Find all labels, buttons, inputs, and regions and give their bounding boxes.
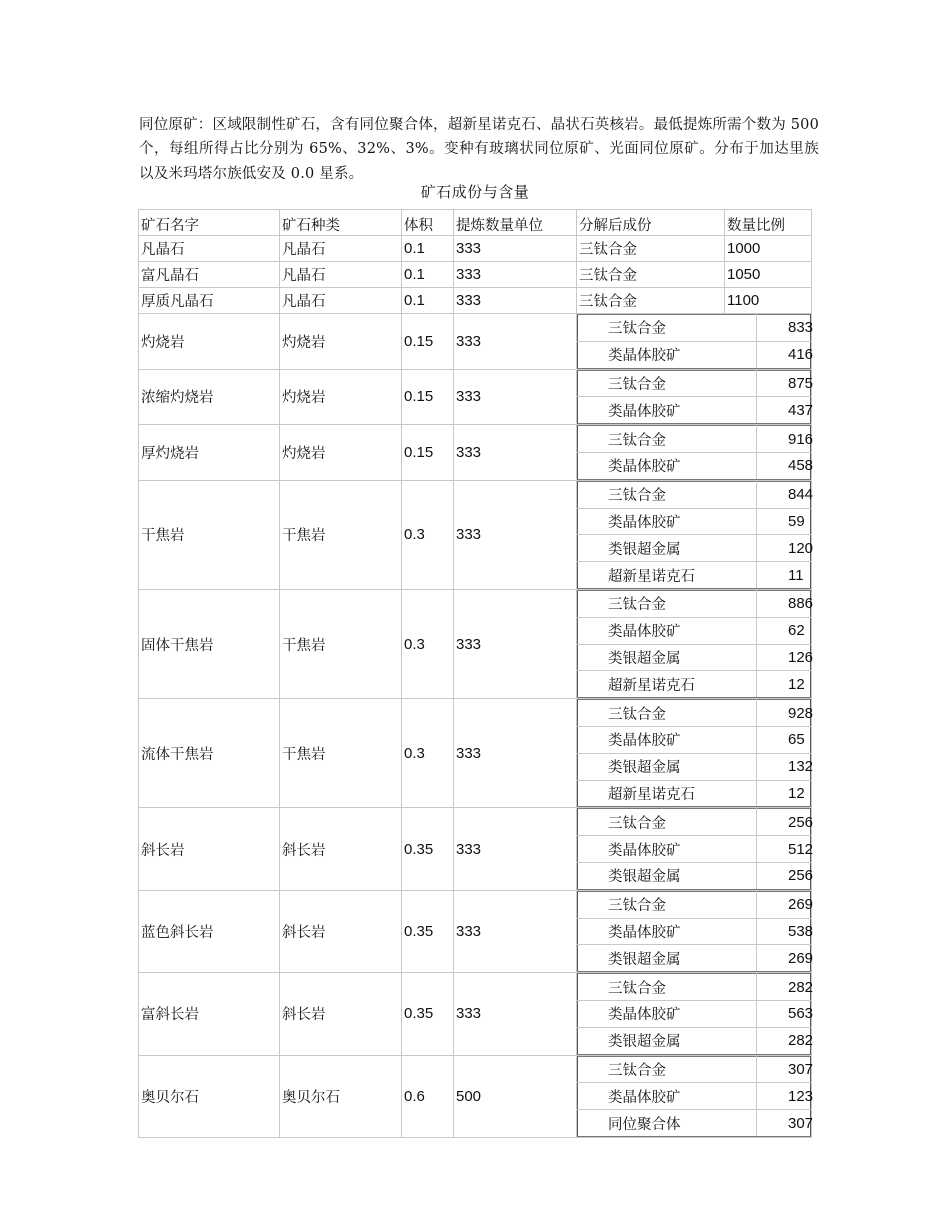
component-value-cell: 1050 xyxy=(725,262,812,288)
refine-unit-cell: 333 xyxy=(454,699,577,808)
component-value-cell: 916 xyxy=(757,426,811,453)
component-row xyxy=(578,397,811,424)
volume-cell: 0.3 xyxy=(402,480,454,589)
refine-unit-cell: 333 xyxy=(454,236,577,262)
components-subtable xyxy=(577,891,814,972)
table-row xyxy=(139,236,812,262)
ore-kind-cell: 凡晶石 xyxy=(280,262,402,288)
component-name-cell: 类银超金属 xyxy=(578,862,757,889)
component-value-cell: 437 xyxy=(757,397,811,424)
refine-unit-cell: 333 xyxy=(454,808,577,890)
component-name-cell: 三钛合金 xyxy=(578,891,757,918)
ore-name-cell: 干焦岩 xyxy=(139,480,280,589)
component-row xyxy=(578,315,811,342)
components-subtable xyxy=(577,425,814,480)
volume-cell: 0.1 xyxy=(402,288,454,314)
volume-cell: 0.3 xyxy=(402,699,454,808)
ore-kind-cell: 干焦岩 xyxy=(280,699,402,808)
component-name-cell: 三钛合金 xyxy=(578,590,757,617)
ore-kind-cell: 凡晶石 xyxy=(280,236,402,262)
component-name-cell: 三钛合金 xyxy=(578,700,757,727)
component-value-cell: 132 xyxy=(757,753,811,780)
ore-kind-cell: 灼烧岩 xyxy=(280,369,402,425)
component-name-cell: 类晶体胶矿 xyxy=(578,1083,757,1110)
header-refine-unit: 提炼数量单位 xyxy=(454,210,577,236)
table-row xyxy=(139,288,812,314)
volume-cell: 0.15 xyxy=(402,369,454,425)
components-cell xyxy=(577,425,812,481)
component-value-cell: 12 xyxy=(757,671,811,698)
component-name-cell: 三钛合金 xyxy=(578,370,757,397)
components-subtable xyxy=(577,808,814,889)
component-row xyxy=(578,726,811,753)
components-cell xyxy=(577,973,812,1055)
ore-kind-cell: 凡晶石 xyxy=(280,288,402,314)
component-value-cell: 282 xyxy=(757,1027,811,1054)
component-value-cell: 563 xyxy=(757,1000,811,1027)
table-row xyxy=(139,808,812,890)
refine-unit-cell: 333 xyxy=(454,314,577,370)
component-name-cell: 三钛合金 xyxy=(578,481,757,508)
component-name-cell: 类晶体胶矿 xyxy=(578,1000,757,1027)
ore-kind-cell: 干焦岩 xyxy=(280,589,402,698)
intro-paragraph: 同位原矿：区域限制性矿石，含有同位聚合体，超新星诺克石、晶状石英核岩。最低提炼所需个数为 500 个，每组所得占比分别为 65%、32%、3%。变种有玻璃状同位原矿、光面同位原矿。分布于加达里族以及米玛塔尔族低安及 0.0 星系。 xyxy=(139,116,819,182)
ore-name-cell: 斜长岩 xyxy=(139,808,280,890)
component-name-cell: 三钛合金 xyxy=(577,288,725,314)
component-name-cell: 三钛合金 xyxy=(578,315,757,342)
component-row xyxy=(578,562,811,589)
component-value-cell: 458 xyxy=(757,452,811,479)
component-row xyxy=(578,481,811,508)
component-row xyxy=(578,862,811,889)
refine-unit-cell: 333 xyxy=(454,589,577,698)
component-name-cell: 三钛合金 xyxy=(578,809,757,836)
component-row xyxy=(578,1056,811,1083)
refine-unit-cell: 333 xyxy=(454,288,577,314)
ore-name-cell: 灼烧岩 xyxy=(139,314,280,370)
component-row xyxy=(578,617,811,644)
component-value-cell: 833 xyxy=(757,315,811,342)
component-name-cell: 类晶体胶矿 xyxy=(578,452,757,479)
component-name-cell: 超新星诺克石 xyxy=(578,562,757,589)
table-row xyxy=(139,973,812,1055)
component-value-cell: 307 xyxy=(757,1110,811,1137)
header-volume: 体积 xyxy=(402,210,454,236)
component-value-cell: 307 xyxy=(757,1056,811,1083)
table-row xyxy=(139,262,812,288)
volume-cell: 0.35 xyxy=(402,973,454,1055)
component-name-cell: 类晶体胶矿 xyxy=(578,341,757,368)
components-cell xyxy=(577,589,812,698)
component-value-cell: 928 xyxy=(757,700,811,727)
component-row xyxy=(578,671,811,698)
components-cell xyxy=(577,808,812,890)
ore-name-cell: 奥贝尔石 xyxy=(139,1055,280,1137)
component-row xyxy=(578,1027,811,1054)
components-cell xyxy=(577,1055,812,1137)
component-value-cell: 126 xyxy=(757,644,811,671)
component-name-cell: 三钛合金 xyxy=(578,1056,757,1083)
ore-kind-cell: 干焦岩 xyxy=(280,480,402,589)
header-ore-kind: 矿石种类 xyxy=(280,210,402,236)
ore-name-cell: 流体干焦岩 xyxy=(139,699,280,808)
component-row xyxy=(578,1000,811,1027)
ore-name-cell: 蓝色斜长岩 xyxy=(139,890,280,972)
table-header-row xyxy=(139,210,812,236)
ore-name-cell: 富斜长岩 xyxy=(139,973,280,1055)
refine-unit-cell: 333 xyxy=(454,973,577,1055)
ore-kind-cell: 灼烧岩 xyxy=(280,314,402,370)
ore-name-cell: 厚质凡晶石 xyxy=(139,288,280,314)
table-row xyxy=(139,589,812,698)
volume-cell: 0.35 xyxy=(402,890,454,972)
component-value-cell: 844 xyxy=(757,481,811,508)
component-name-cell: 超新星诺克石 xyxy=(578,780,757,807)
component-row xyxy=(578,918,811,945)
component-value-cell: 269 xyxy=(757,945,811,972)
component-row xyxy=(578,809,811,836)
refine-unit-cell: 333 xyxy=(454,425,577,481)
table-caption: 矿石成份与含量 xyxy=(420,183,530,201)
component-row xyxy=(578,370,811,397)
component-name-cell: 同位聚合体 xyxy=(578,1110,757,1137)
component-value-cell: 256 xyxy=(757,809,811,836)
component-row xyxy=(578,891,811,918)
component-value-cell: 875 xyxy=(757,370,811,397)
component-row xyxy=(578,644,811,671)
ore-kind-cell: 斜长岩 xyxy=(280,808,402,890)
refine-unit-cell: 333 xyxy=(454,890,577,972)
volume-cell: 0.15 xyxy=(402,425,454,481)
refine-unit-cell: 333 xyxy=(454,262,577,288)
ore-table xyxy=(138,209,812,1138)
table-row xyxy=(139,480,812,589)
component-name-cell: 三钛合金 xyxy=(578,426,757,453)
volume-cell: 0.35 xyxy=(402,808,454,890)
component-name-cell: 类晶体胶矿 xyxy=(578,726,757,753)
table-row xyxy=(139,699,812,808)
table-row xyxy=(139,890,812,972)
component-name-cell: 三钛合金 xyxy=(577,236,725,262)
component-row xyxy=(578,753,811,780)
ore-name-cell: 固体干焦岩 xyxy=(139,589,280,698)
component-value-cell: 59 xyxy=(757,508,811,535)
component-row xyxy=(578,945,811,972)
component-name-cell: 类晶体胶矿 xyxy=(578,836,757,863)
component-value-cell: 123 xyxy=(757,1083,811,1110)
component-row xyxy=(578,508,811,535)
components-cell xyxy=(577,369,812,425)
header-components: 分解后成份 xyxy=(577,210,725,236)
component-row xyxy=(578,1083,811,1110)
header-ratio: 数量比例 xyxy=(725,210,812,236)
component-name-cell: 三钛合金 xyxy=(577,262,725,288)
components-cell xyxy=(577,480,812,589)
components-subtable xyxy=(577,481,814,589)
component-value-cell: 1100 xyxy=(725,288,812,314)
component-name-cell: 类晶体胶矿 xyxy=(578,508,757,535)
volume-cell: 0.1 xyxy=(402,236,454,262)
component-row xyxy=(578,590,811,617)
component-value-cell: 65 xyxy=(757,726,811,753)
volume-cell: 0.15 xyxy=(402,314,454,370)
ore-kind-cell: 斜长岩 xyxy=(280,890,402,972)
table-row xyxy=(139,425,812,481)
component-value-cell: 538 xyxy=(757,918,811,945)
component-value-cell: 512 xyxy=(757,836,811,863)
component-value-cell: 12 xyxy=(757,780,811,807)
component-row xyxy=(578,1110,811,1137)
ore-kind-cell: 斜长岩 xyxy=(280,973,402,1055)
component-value-cell: 62 xyxy=(757,617,811,644)
components-subtable xyxy=(577,314,814,369)
component-value-cell: 1000 xyxy=(725,236,812,262)
component-name-cell: 类晶体胶矿 xyxy=(578,617,757,644)
ore-name-cell: 浓缩灼烧岩 xyxy=(139,369,280,425)
ore-name-cell: 厚灼烧岩 xyxy=(139,425,280,481)
component-value-cell: 269 xyxy=(757,891,811,918)
table-row xyxy=(139,369,812,425)
components-subtable xyxy=(577,699,814,807)
component-name-cell: 类银超金属 xyxy=(578,1027,757,1054)
component-value-cell: 11 xyxy=(757,562,811,589)
component-value-cell: 282 xyxy=(757,974,811,1001)
ore-name-cell: 富凡晶石 xyxy=(139,262,280,288)
component-row xyxy=(578,426,811,453)
ore-kind-cell: 灼烧岩 xyxy=(280,425,402,481)
ore-name-cell: 凡晶石 xyxy=(139,236,280,262)
volume-cell: 0.1 xyxy=(402,262,454,288)
component-row xyxy=(578,452,811,479)
table-row xyxy=(139,1055,812,1137)
component-row xyxy=(578,700,811,727)
volume-cell: 0.3 xyxy=(402,589,454,698)
components-cell xyxy=(577,314,812,370)
component-row xyxy=(578,535,811,562)
component-name-cell: 类银超金属 xyxy=(578,945,757,972)
components-subtable xyxy=(577,1056,814,1137)
component-name-cell: 类银超金属 xyxy=(578,644,757,671)
ore-kind-cell: 奥贝尔石 xyxy=(280,1055,402,1137)
component-row xyxy=(578,341,811,368)
component-value-cell: 416 xyxy=(757,341,811,368)
refine-unit-cell: 333 xyxy=(454,369,577,425)
component-value-cell: 886 xyxy=(757,590,811,617)
component-row xyxy=(578,780,811,807)
component-row xyxy=(578,836,811,863)
header-ore-name: 矿石名字 xyxy=(139,210,280,236)
component-value-cell: 120 xyxy=(757,535,811,562)
component-name-cell: 类晶体胶矿 xyxy=(578,397,757,424)
components-cell xyxy=(577,699,812,808)
component-name-cell: 超新星诺克石 xyxy=(578,671,757,698)
component-name-cell: 类银超金属 xyxy=(578,535,757,562)
refine-unit-cell: 500 xyxy=(454,1055,577,1137)
components-cell xyxy=(577,890,812,972)
component-name-cell: 类晶体胶矿 xyxy=(578,918,757,945)
components-subtable xyxy=(577,370,814,425)
component-row xyxy=(578,974,811,1001)
components-subtable xyxy=(577,590,814,698)
component-name-cell: 三钛合金 xyxy=(578,974,757,1001)
refine-unit-cell: 333 xyxy=(454,480,577,589)
volume-cell: 0.6 xyxy=(402,1055,454,1137)
component-name-cell: 类银超金属 xyxy=(578,753,757,780)
component-value-cell: 256 xyxy=(757,862,811,889)
table-row xyxy=(139,314,812,370)
components-subtable xyxy=(577,973,814,1054)
